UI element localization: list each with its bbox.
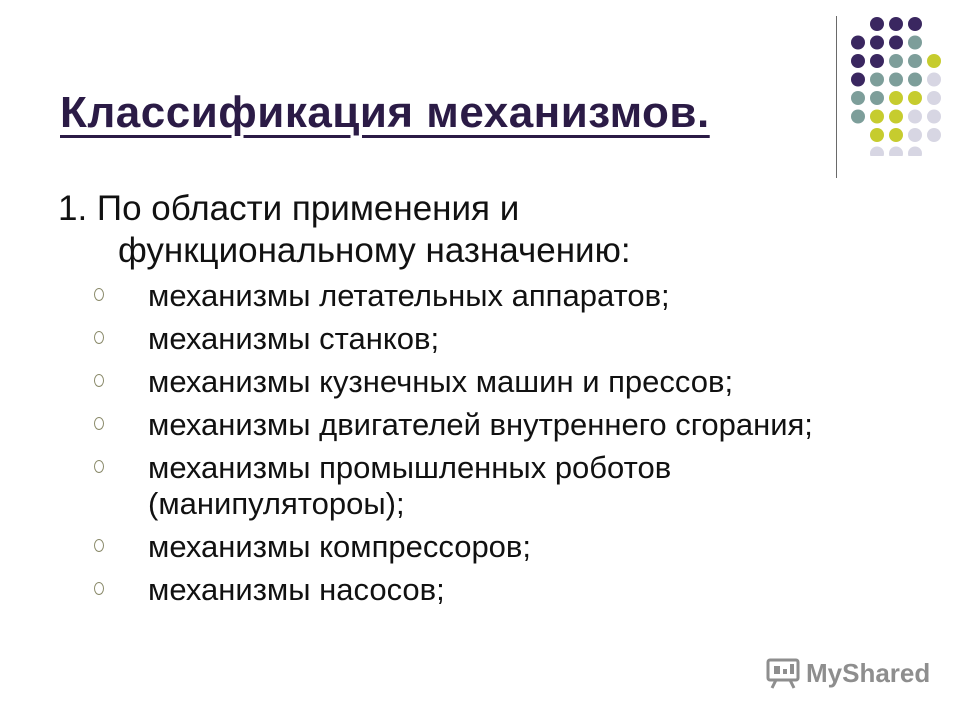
presentation-board-icon: [766, 657, 800, 689]
dot-lavender: [870, 147, 884, 157]
dot-lavender: [908, 110, 922, 124]
dot-purple: [851, 73, 865, 87]
dot-lavender: [908, 128, 922, 142]
list-item-text: механизмы компрессоров;: [148, 529, 532, 564]
dot-teal: [908, 54, 922, 68]
dot-teal: [870, 91, 884, 105]
dot-olive: [908, 91, 922, 105]
title-divider: [836, 16, 837, 178]
dot-purple: [889, 17, 903, 31]
dot-purple: [870, 54, 884, 68]
heading-line-2: функциональному назначению:: [118, 231, 631, 270]
circle-bullet-icon: [94, 288, 104, 301]
decorative-dots: [848, 16, 958, 156]
dot-purple: [851, 54, 865, 68]
dot-olive: [889, 128, 903, 142]
list-item: [94, 450, 934, 522]
circle-bullet-icon: [94, 417, 104, 430]
list-item-text: механизмы промышленных роботов: [148, 450, 672, 485]
list-item: [94, 529, 934, 565]
dot-lavender: [889, 147, 903, 157]
dot-teal: [851, 110, 865, 124]
dot-lavender: [908, 147, 922, 157]
list-item-text: механизмы кузнечных машин и прессов;: [148, 364, 734, 399]
circle-bullet-icon: [94, 331, 104, 344]
dot-olive: [870, 110, 884, 124]
circle-bullet-icon: [94, 460, 104, 473]
circle-bullet-icon: [94, 582, 104, 595]
list-item-text: механизмы двигателей внутреннего сгорания;: [148, 407, 813, 442]
dot-teal: [851, 91, 865, 105]
dot-lavender: [927, 128, 941, 142]
dot-teal: [908, 36, 922, 50]
list-item-text: механизмы насосов;: [148, 572, 445, 607]
heading-line-1: 1. По области применения и: [58, 189, 520, 228]
dot-purple: [889, 36, 903, 50]
dot-olive: [889, 91, 903, 105]
dot-lavender: [927, 73, 941, 87]
section-heading: [58, 188, 631, 272]
list-item-text: механизмы станков;: [148, 321, 440, 356]
list-item: [94, 321, 934, 357]
dot-purple: [908, 17, 922, 31]
mechanism-list: [94, 278, 934, 615]
list-item: [94, 278, 934, 314]
dot-olive: [927, 54, 941, 68]
dot-olive: [889, 110, 903, 124]
watermark: [766, 654, 930, 692]
dot-lavender: [927, 91, 941, 105]
list-item: [94, 407, 934, 443]
circle-bullet-icon: [94, 374, 104, 387]
list-item-text: (манипуляторoы);: [148, 486, 405, 521]
dot-teal: [889, 73, 903, 87]
circle-bullet-icon: [94, 539, 104, 552]
dot-purple: [870, 36, 884, 50]
list-item: [94, 572, 934, 608]
dot-olive: [870, 128, 884, 142]
dot-teal: [889, 54, 903, 68]
dot-purple: [870, 17, 884, 31]
dot-lavender: [927, 110, 941, 124]
dot-purple: [851, 36, 865, 50]
watermark-text: MyShared: [806, 657, 931, 688]
dot-teal: [908, 73, 922, 87]
list-item: [94, 364, 934, 400]
list-item-text: механизмы летательных аппаратов;: [148, 278, 670, 313]
dot-teal: [870, 73, 884, 87]
slide-title: Классификация механизмов.: [60, 88, 710, 137]
